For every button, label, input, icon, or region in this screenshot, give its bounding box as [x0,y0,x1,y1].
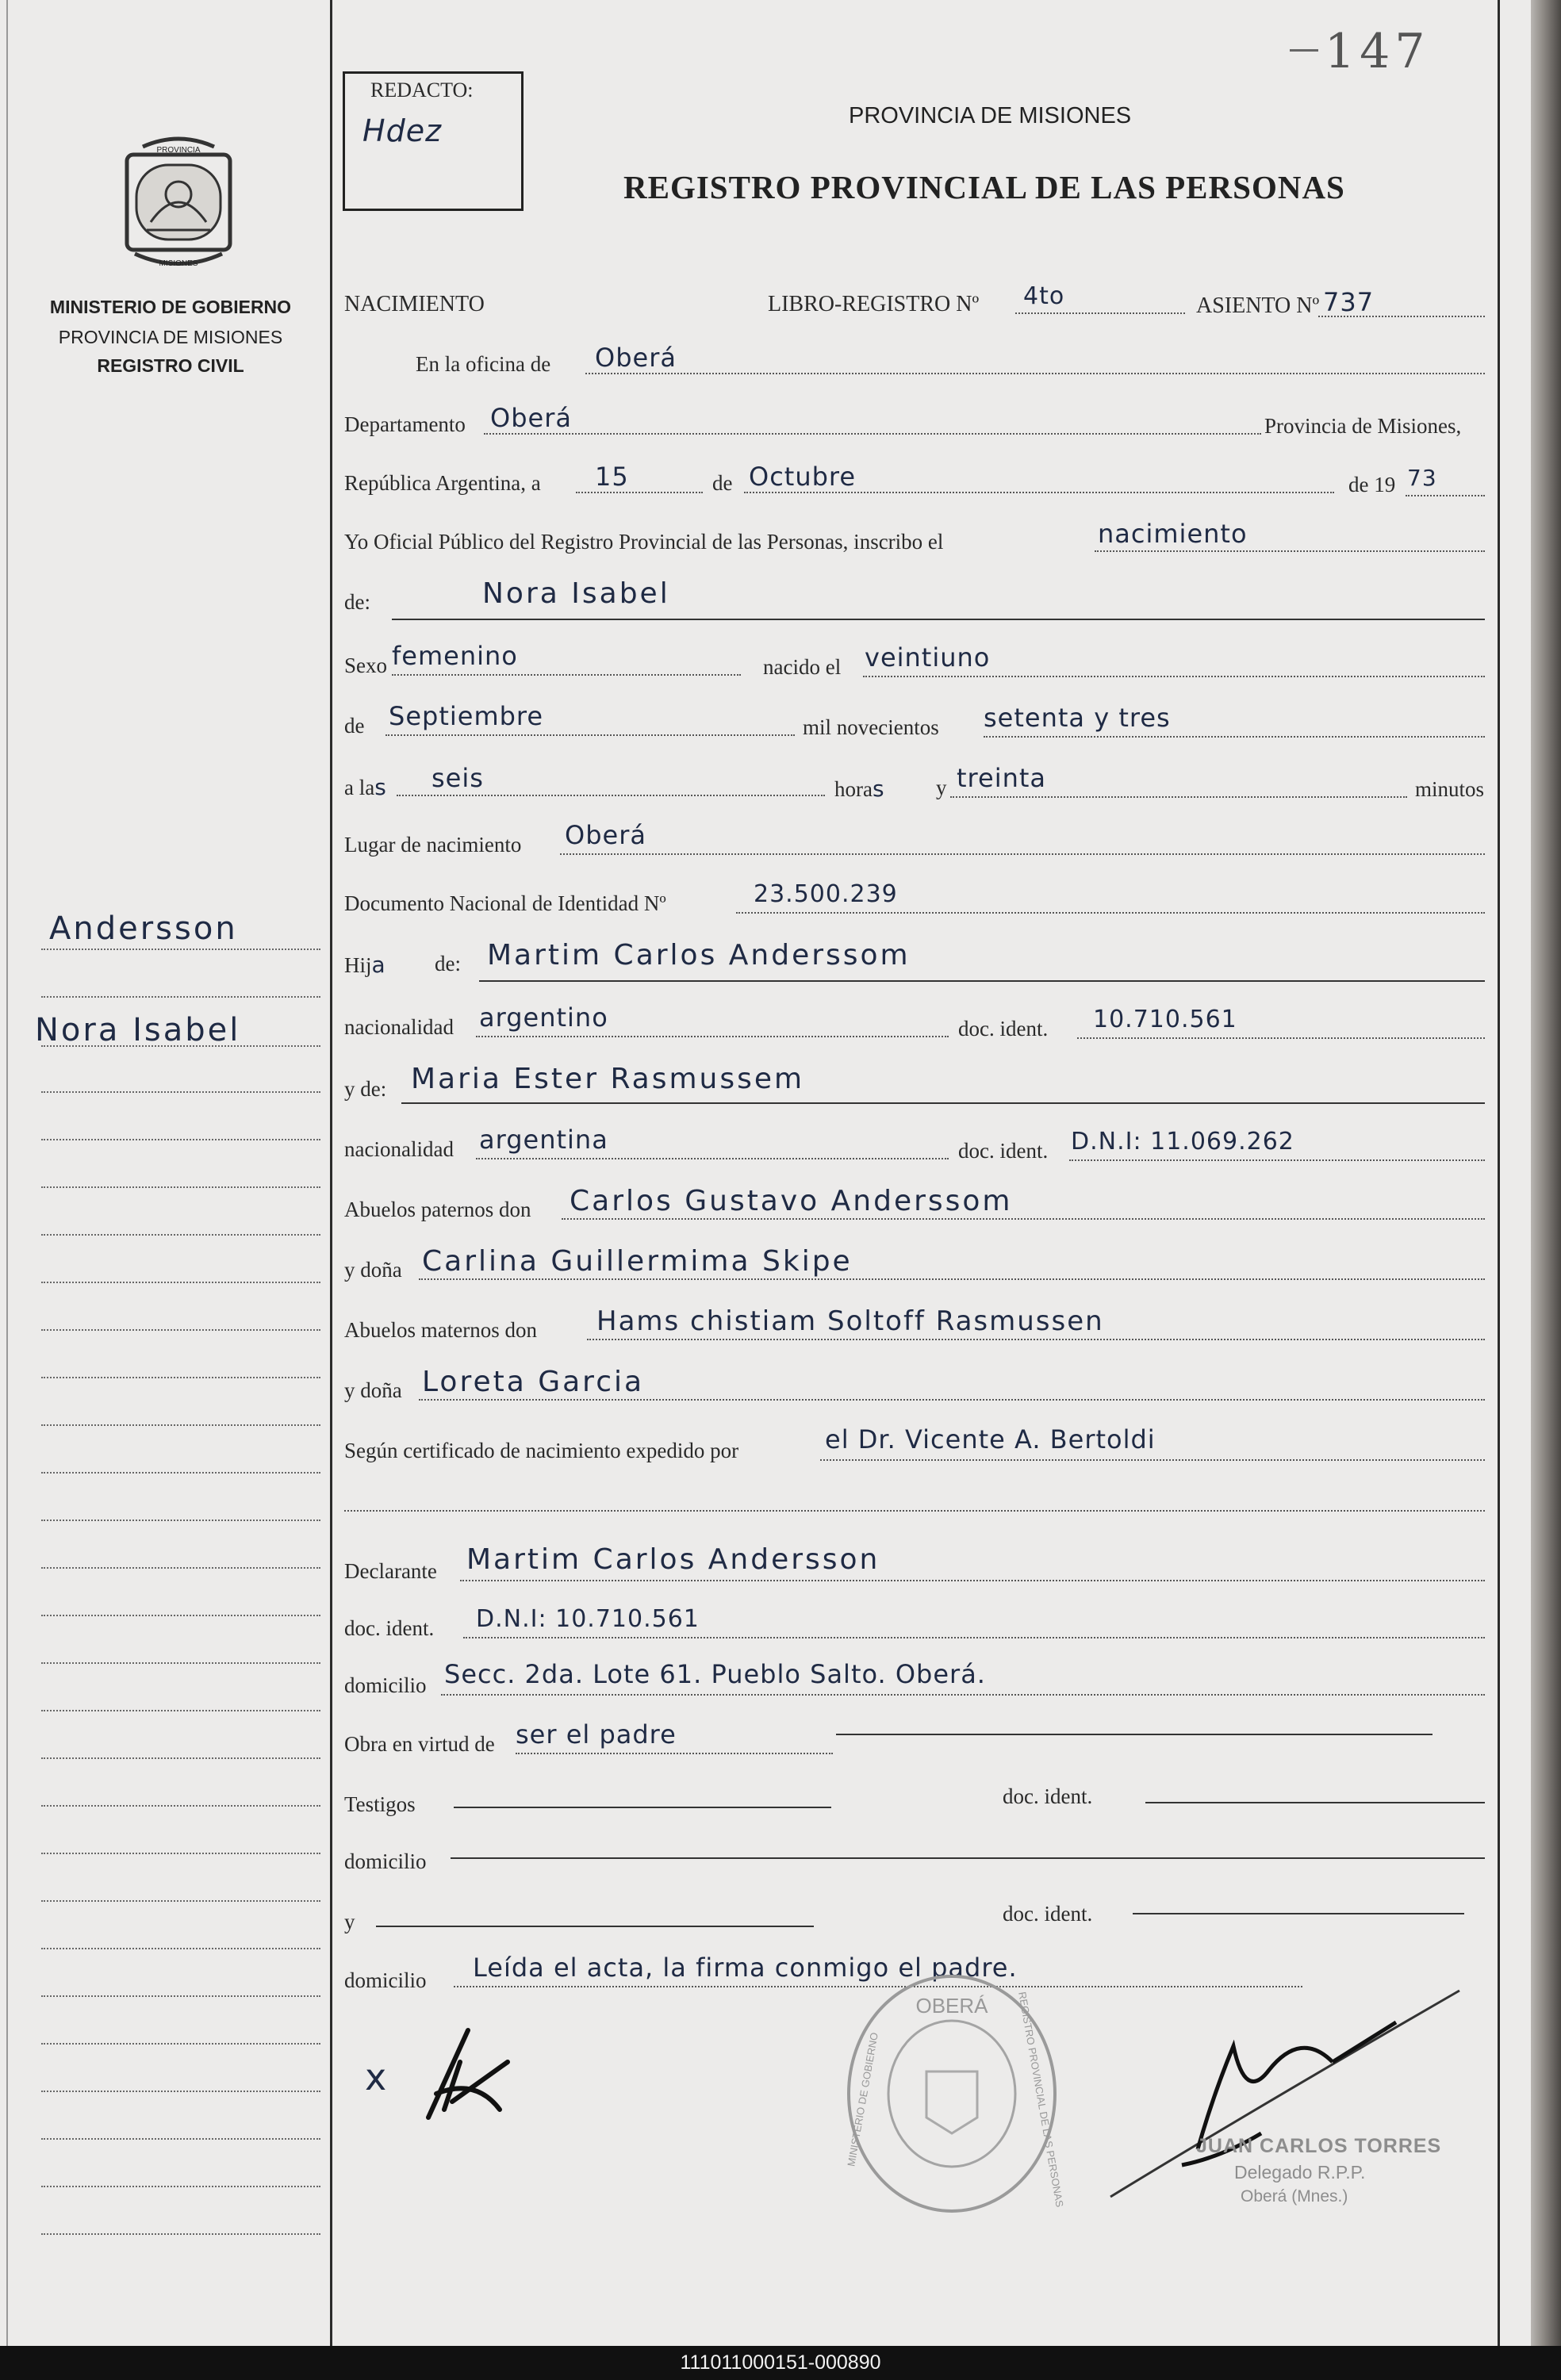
abuelos-pat-label: Abuelos paternos don [344,1198,531,1221]
dotted-fill-line [460,1580,1485,1581]
margin-line [41,2043,320,2045]
round-seal-ring: REGISTRO PROVINCIAL DE LAS PERSONAS [1016,1991,1066,2209]
de2-label: de [344,714,365,738]
closing-value: Leída el acta, la firma conmigo el padre. [473,1953,1018,1983]
ydona2-label: y doña [344,1378,402,1402]
ala-suffix: s [374,774,387,800]
hij-label [344,952,386,978]
dni-value: 23.500.239 [754,880,898,908]
solid-fill-line [376,1926,814,1927]
ministry-label: MINISTERIO DE GOBIERNO [49,297,292,317]
margin-surname: Andersson [49,910,238,947]
abuelo-mat-value: Hams chistiam Soltoff Rasmussen [596,1305,1104,1337]
domicilio3-label: domicilio [344,1968,427,1992]
dotted-fill-line [736,912,1485,914]
dotted-fill-line [1077,1037,1485,1039]
round-seal-top: OBERÁ [915,1994,988,2018]
declarante-label: Declarante [344,1559,437,1583]
margin-line [41,1662,320,1664]
margin-line [41,1472,320,1474]
dotted-fill-line [863,676,1485,677]
domicilio-label: domicilio [344,1673,427,1697]
minutos-label: minutos [1415,777,1485,801]
dotted-fill-line [385,734,795,736]
header-province: PROVINCIA DE MISIONES [849,103,1132,128]
docident5-label: doc. ident. [1003,1902,1093,1926]
stamp-place: Oberá (Mnes.) [1241,2187,1348,2206]
ala-label-text: a la [344,776,375,799]
solid-fill-line [392,619,1485,620]
margin-line [41,1948,320,1949]
margin-names: Nora Isabel [35,1012,241,1048]
republica-label: República Argentina, a [344,471,541,495]
departamento-value: Oberá [490,403,572,433]
dotted-fill-line [463,1637,1485,1638]
doc-decl-value: D.N.I: 10.710.561 [476,1605,700,1633]
margin-line [41,1139,320,1140]
segun-label: Según certificado de nacimiento expedido por [344,1439,739,1462]
coat-of-arms-seal [119,135,238,278]
nacionalidad-label: nacionalidad [344,1015,454,1039]
seal-text-bottom: MISIONES [159,259,198,268]
sexo-value: femenino [392,641,518,671]
mes-value: Octubre [749,462,857,492]
oficina-label: En la oficina de [416,352,551,376]
margin-line [41,1757,320,1759]
solid-fill-line [401,1102,1485,1104]
libro-value: 4to [1023,282,1065,310]
nac-madre-value: argentina [479,1125,608,1155]
dia-value: 15 [595,462,629,492]
stamp-name: JUAN CARLOS TORRES [1196,2135,1442,2157]
sexo-label: Sexo [344,653,387,677]
dotted-fill-line [950,796,1407,798]
left-column-divider [330,0,332,2346]
redacto-value: Hdez [362,113,443,148]
margin-line [41,1282,320,1283]
departamento-label: Departamento [344,412,466,436]
nombre-value: Nora Isabel [482,577,670,610]
margin-line [41,2138,320,2140]
solid-fill-line [451,1857,1485,1859]
domicilio-value: Secc. 2da. Lote 61. Pueblo Salto. Oberá. [444,1659,986,1689]
margin-line [41,1520,320,1521]
dotted-fill-line [392,674,741,676]
solid-fill-line [1133,1913,1464,1914]
margin-line [41,1091,320,1093]
obra-value: ser el padre [516,1719,677,1750]
abuelo-pat-value: Carlos Gustavo Anderssom [570,1185,1013,1217]
ydona-label: y doña [344,1258,402,1282]
margin-line [41,1424,320,1426]
dotted-fill-line [344,1510,1485,1512]
margin-line [41,1615,320,1616]
oficial-label: Yo Oficial Público del Registro Provincial de las Personas, inscribo el [344,530,944,554]
margin-line [41,1805,320,1807]
stamp-role: Delegado R.P.P. [1234,2162,1366,2183]
dotted-fill-line [1406,495,1485,496]
asiento-value: 737 [1323,287,1375,317]
registry-label: REGISTRO CIVIL [97,355,244,376]
redacto-box [343,71,524,211]
anio-nac-value: setenta y tres [984,703,1171,733]
abuela-pat-value: Carlina Guillermima Skipe [422,1245,853,1278]
dotted-fill-line [1095,550,1485,552]
doc-madre-value: D.N.I: 11.069.262 [1071,1128,1294,1156]
docident-label: doc. ident. [958,1017,1049,1041]
margin-line [41,2186,320,2187]
dotted-fill-line [585,373,1485,374]
domicilio2-label: domicilio [344,1849,427,1873]
dotted-fill-line [984,736,1485,738]
dotted-fill-line [587,1339,1485,1340]
nac-padre-value: argentino [479,1002,608,1033]
dotted-fill-line [744,492,1334,493]
abuelos-mat-label: Abuelos maternos don [344,1318,537,1342]
signature-x-mark: x [365,2056,388,2098]
margin-line [41,1710,320,1711]
asiento-label: ASIENTO Nº [1196,293,1320,318]
dotted-fill-line [476,1158,949,1159]
dotted-fill-line [397,795,825,796]
solid-fill-line [1145,1802,1485,1803]
dotted-fill-line [516,1753,833,1754]
page-edge-shadow [1531,0,1561,2346]
provincia-label: Provincia de Misiones, [1264,414,1462,438]
margin-line [41,1900,320,1902]
horas-label [834,776,885,802]
right-border [1498,0,1500,2346]
padre-value: Martim Carlos Anderssom [487,939,911,972]
mil-label: mil novecientos [803,715,939,739]
docident3-label: doc. ident. [344,1616,435,1640]
page-number-dash [1290,49,1318,52]
solid-fill-line [836,1734,1433,1735]
hora-value: seis [431,763,484,793]
madre-value: Maria Ester Rasmussem [411,1063,805,1095]
obra-label: Obra en virtud de [344,1732,495,1756]
seal-text-top: PROVINCIA [156,146,201,155]
margin-line [41,2091,320,2092]
dotted-fill-line [476,1036,949,1037]
margin-line [41,1045,320,1047]
declarante-value: Martim Carlos Andersson [466,1543,880,1576]
docident4-label: doc. ident. [1003,1784,1093,1808]
nacionalidad2-label: nacionalidad [344,1137,454,1161]
segun-value: el Dr. Vicente A. Bertoldi [825,1424,1156,1454]
margin-line [41,1186,320,1188]
witness-signature [412,2014,531,2133]
redacto-label: REDACTO: [370,79,474,102]
nacido-value: veintiuno [865,642,991,673]
lugar-value: Oberá [565,820,646,850]
doc-padre-value: 10.710.561 [1093,1006,1237,1033]
solid-fill-line [454,1807,831,1808]
oficina-value: Oberá [595,343,677,373]
dotted-fill-line [576,492,703,493]
dni-label: Documento Nacional de Identidad Nº [344,891,666,915]
province-label: PROVINCIA DE MISIONES [58,327,283,347]
minutos-value: treinta [957,763,1047,793]
mes-nac-value: Septiembre [389,701,544,731]
header-title: REGISTRO PROVINCIAL DE LAS PERSONAS [623,169,1345,205]
margin-line [41,2233,320,2235]
margin-line [41,1995,320,1997]
margin-line [41,1567,320,1569]
footer-id: 111011000151-000890 [0,2346,1561,2380]
hij-suffix: a [371,952,386,978]
de-label: de [712,471,733,495]
y-label: y [936,776,947,799]
dotted-fill-line [484,433,1261,435]
solid-fill-line [479,980,1485,982]
margin-line [41,949,320,950]
dotted-fill-line [419,1278,1485,1280]
dotted-fill-line [560,853,1485,855]
dotted-fill-line [441,1694,1485,1696]
dotted-fill-line [1015,312,1185,314]
anio-value: 73 [1407,465,1437,491]
margin-line [41,1329,320,1331]
nacido-label: nacido el [763,655,842,679]
dotted-fill-line [419,1399,1485,1401]
margin-line [41,1234,320,1236]
horas-suffix: s [872,776,885,802]
ala-label [344,774,387,800]
round-seal-bottom: MINISTERIO DE GOBIERNO [845,2031,880,2167]
de-name-label: de: [344,590,370,614]
page-number: 147 [1325,24,1430,79]
yde-label: y de: [344,1077,387,1101]
horas-label-text: hora [834,777,873,801]
nacimiento-label: NACIMIENTO [344,292,485,316]
oficial-value: nacimiento [1098,519,1248,549]
dotted-fill-line [1069,1159,1485,1161]
margin-line [41,1853,320,1854]
left-edge [6,0,8,2346]
y2-label: y [344,1910,355,1934]
anio-label: de 19 [1348,473,1396,496]
de3-label: de: [435,952,461,975]
libro-label: LIBRO-REGISTRO Nº [768,292,980,316]
margin-line [41,1377,320,1378]
abuela-mat-value: Loreta Garcia [422,1366,645,1398]
docident2-label: doc. ident. [958,1139,1049,1163]
hij-label-text: Hij [344,953,372,977]
lugar-label: Lugar de nacimiento [344,833,522,857]
margin-line [41,996,320,998]
dotted-fill-line [820,1459,1485,1461]
official-round-seal [833,1967,1071,2221]
dotted-fill-line [562,1218,1485,1220]
testigos-label: Testigos [344,1792,416,1816]
